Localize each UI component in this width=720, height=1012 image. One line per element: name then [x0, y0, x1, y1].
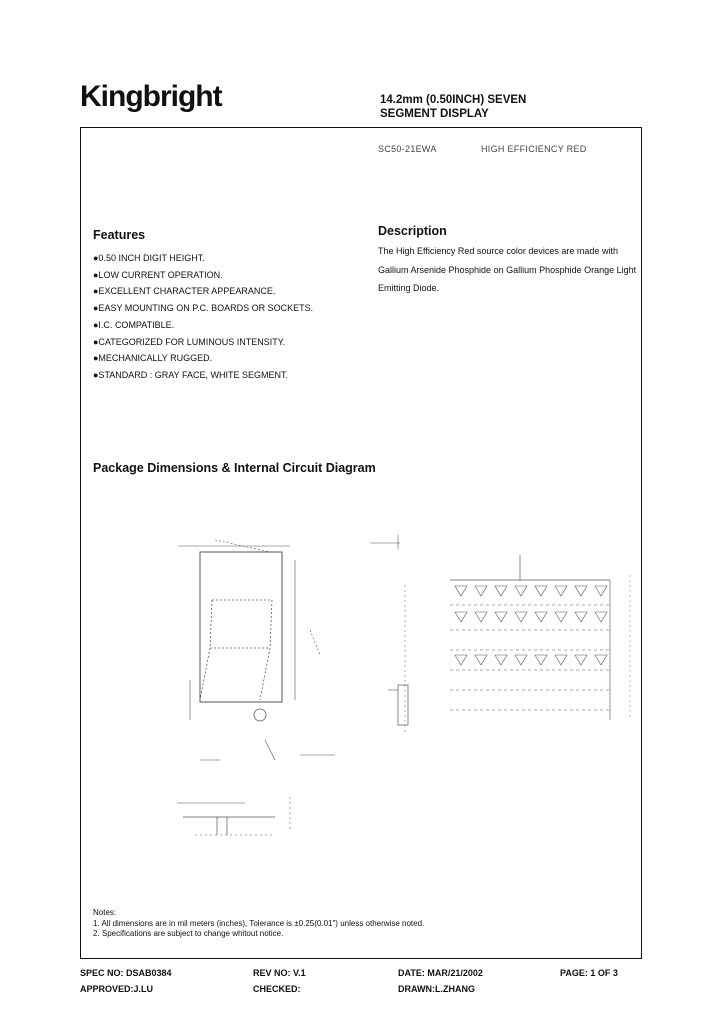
feature-item: ●CATEGORIZED FOR LUMINOUS INTENSITY.	[93, 336, 286, 347]
feature-item: ●EXCELLENT CHARACTER APPEARANCE.	[93, 286, 276, 297]
feature-item: ●I.C. COMPATIBLE.	[93, 319, 175, 330]
feature-item: ●EASY MOUNTING ON P.C. BOARDS OR SOCKETS.	[93, 303, 314, 314]
description-text: The High Efficiency Red source color devices are made with Gallium Arsenide Phosphide on Gallium Phosphide Orange Light Emitting Diode.	[378, 246, 637, 293]
company-logo: Kingbright	[80, 80, 222, 113]
pin-dimension-drawing	[175, 795, 305, 850]
package-heading: Package Dimensions & Internal Circuit Diagram	[93, 461, 376, 475]
product-title-line1: 14.2mm (0.50INCH) SEVEN	[380, 94, 527, 106]
spec-number: SPEC NO: DSAB0384	[80, 968, 172, 978]
features-list	[93, 250, 313, 384]
features-heading: Features	[93, 228, 146, 242]
feature-item: ●STANDARD : GRAY FACE, WHITE SEGMENT.	[93, 369, 288, 380]
part-number: SC50-21EWA	[378, 144, 437, 154]
drawn-by: DRAWN:L.ZHANG	[398, 984, 475, 994]
note-item: 2. Specifications are subject to change whitout notice.	[93, 929, 284, 938]
decimal-point	[254, 709, 266, 721]
description-heading: Description	[378, 224, 447, 238]
notes-heading: Notes:	[93, 908, 117, 917]
internal-circuit-diagram	[445, 550, 640, 725]
note-item: 1. All dimensions are in mil meters (inches), Tolerance is ±0.25(0.01") unless otherwise noted.	[93, 918, 425, 928]
emitting-color: HIGH EFFICIENCY RED	[481, 144, 587, 154]
checked-by: CHECKED:	[253, 984, 301, 994]
product-title	[380, 93, 526, 121]
side-view-drawing	[370, 535, 430, 765]
product-title-line2: SEGMENT DISPLAY	[380, 108, 489, 120]
feature-item: ●MECHANICALLY RUGGED.	[93, 353, 213, 364]
feature-item: ●LOW CURRENT OPERATION.	[93, 269, 223, 280]
approved-by: APPROVED:J.LU	[80, 984, 154, 994]
document-date: DATE: MAR/21/2002	[398, 968, 483, 978]
revision-number: REV NO: V.1	[253, 968, 306, 978]
package-dimension-drawing	[170, 530, 350, 770]
page-number: PAGE: 1 OF 3	[560, 968, 618, 978]
feature-item: ●0.50 INCH DIGIT HEIGHT.	[93, 253, 205, 263]
display-outline	[200, 552, 282, 702]
notes-block	[93, 908, 424, 940]
